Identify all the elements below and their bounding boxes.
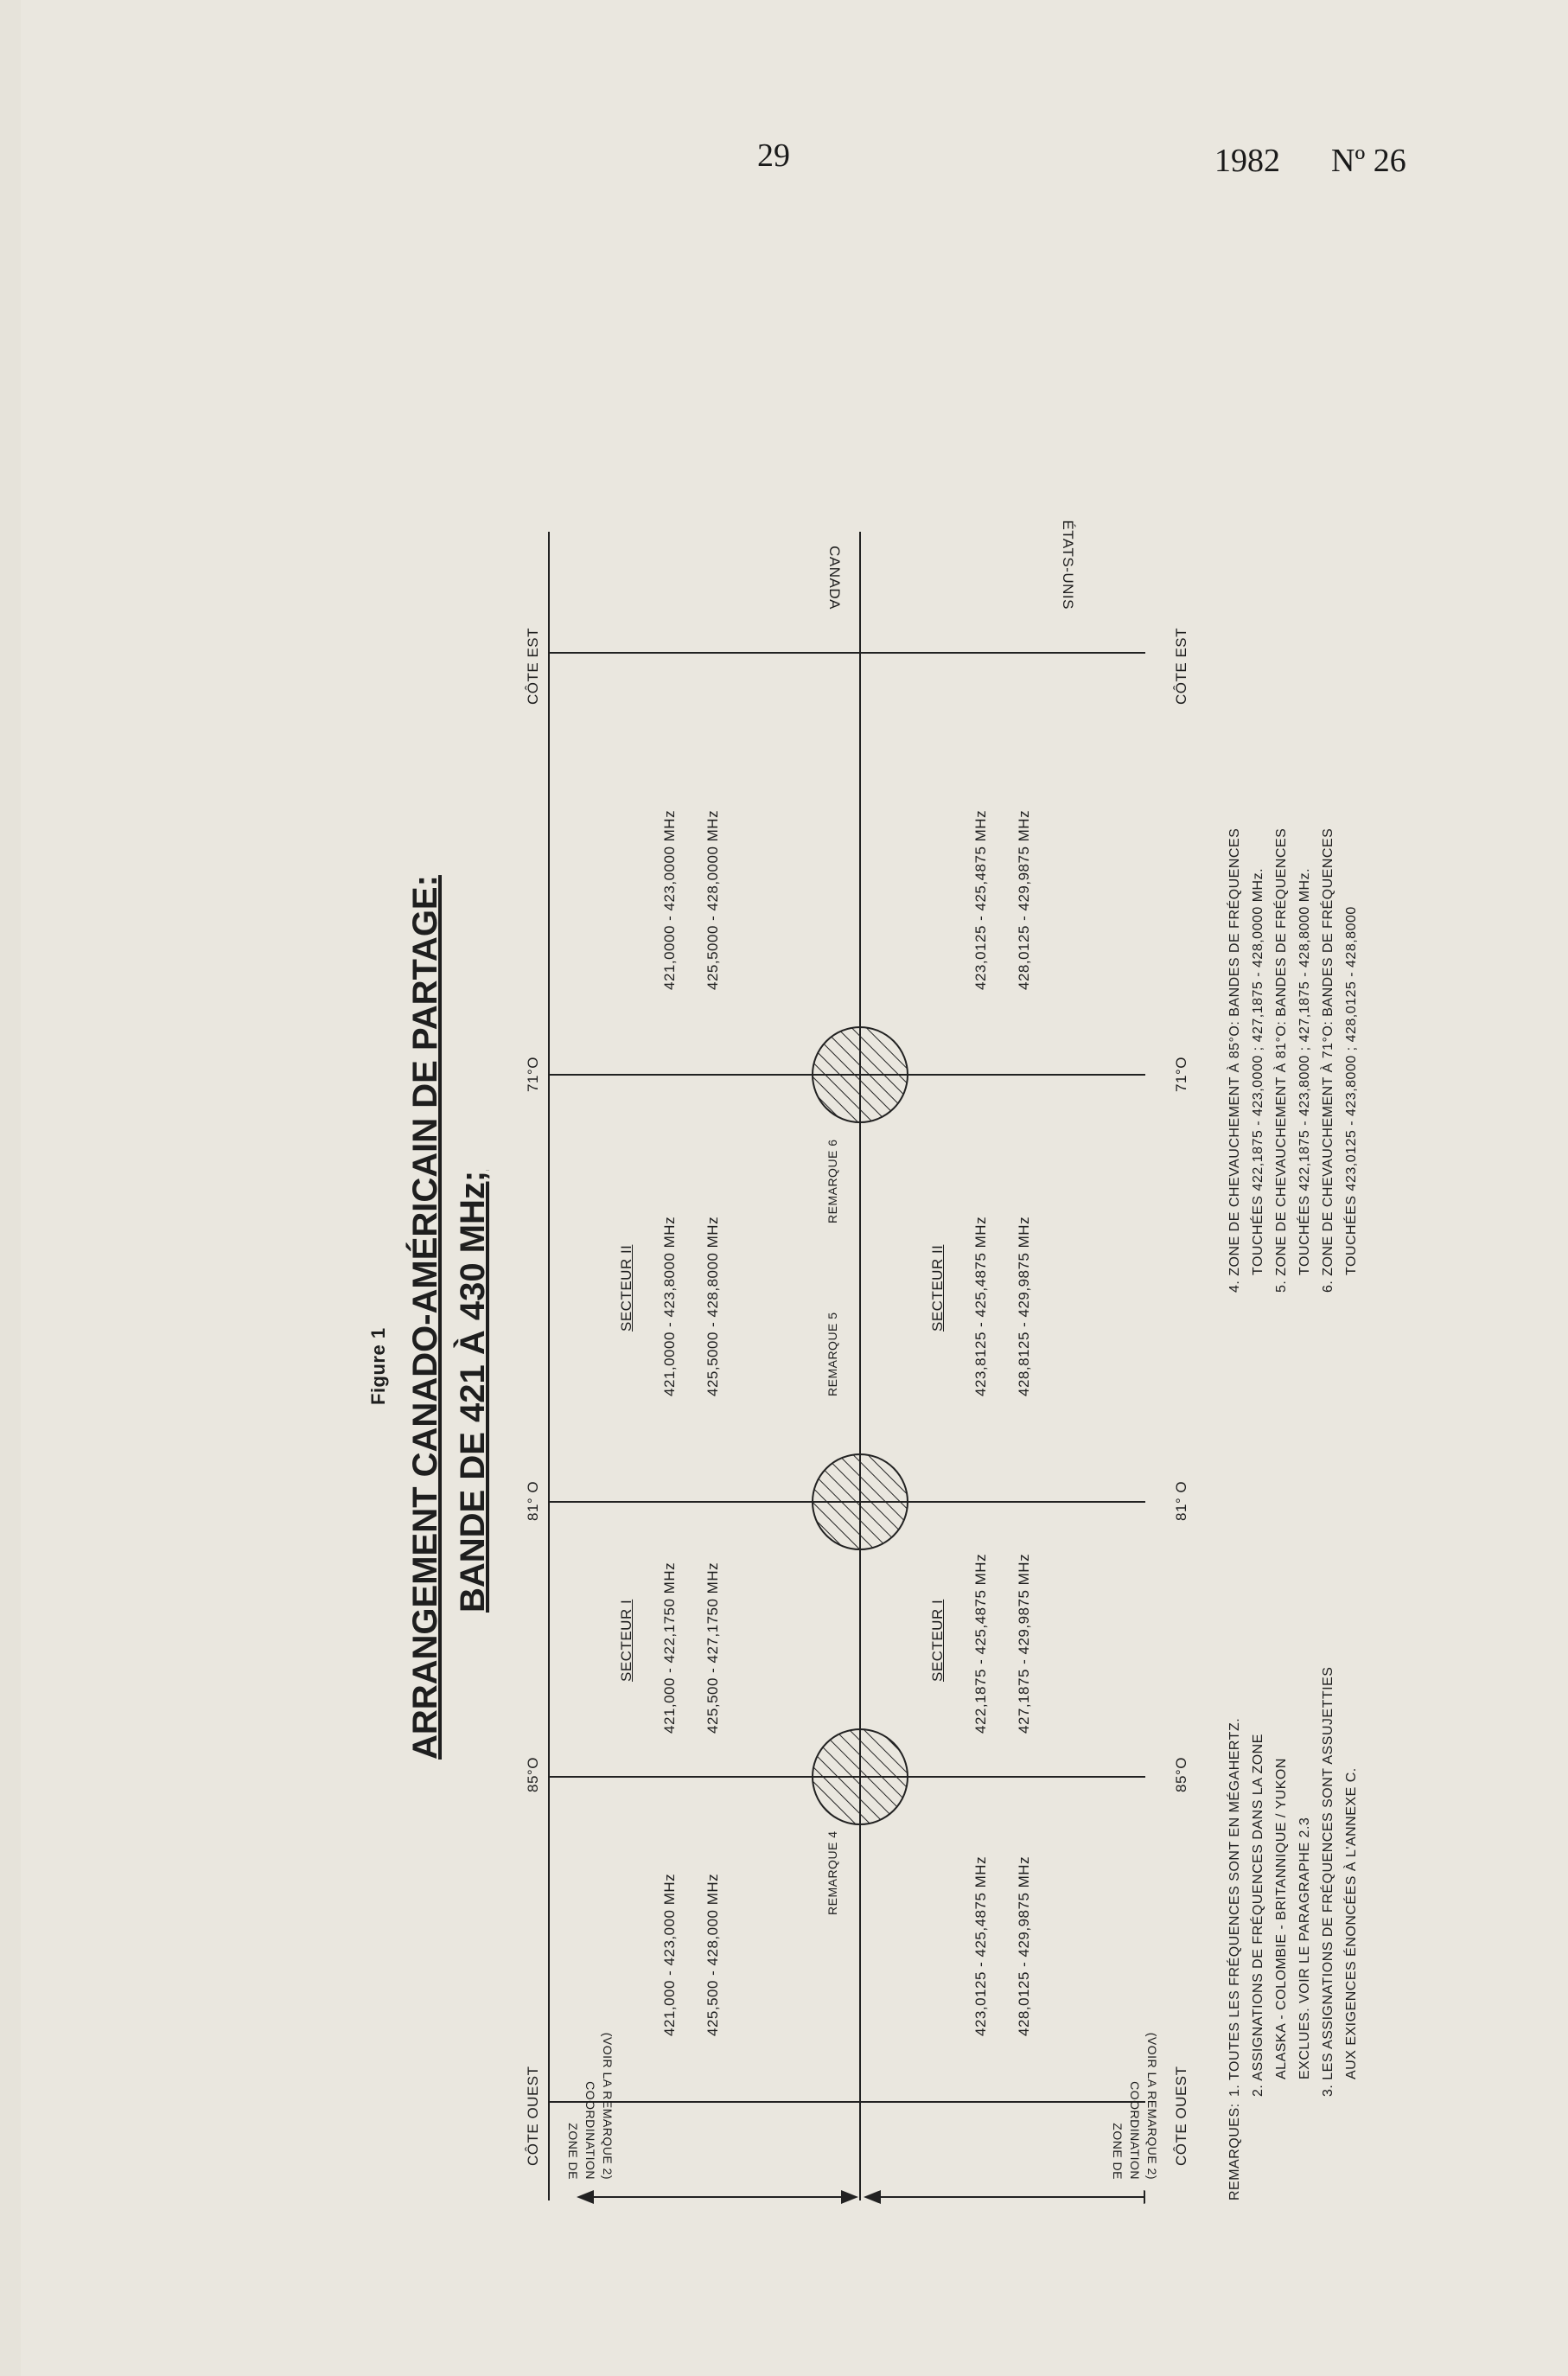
ca-sector2-f1: 421,0000 - 423,8000 MHz <box>661 1216 678 1396</box>
label-81-bottom: 81° O <box>1173 1480 1189 1521</box>
overlap-85-canada <box>813 1729 860 1824</box>
issue-year: 1982 <box>1214 143 1280 179</box>
ca-east-f2: 425,5000 - 428,0000 MHz <box>704 809 721 990</box>
us-east-f1: 423,0125 - 425,4875 MHz <box>972 809 989 990</box>
us-east-f2: 428,0125 - 429,9875 MHz <box>1016 809 1032 990</box>
zone-bottom-line1: ZONE DE <box>1111 2123 1125 2180</box>
label-81-top: 81° O <box>525 1480 541 1521</box>
ca-sector1-title: SECTEUR I <box>618 1599 634 1682</box>
ca-sector1-f1: 421,000 - 422,1750 MHz <box>661 1562 678 1734</box>
overlap-71-us <box>860 1027 908 1122</box>
overlap-71-canada <box>813 1027 860 1122</box>
us-west-f1: 423,0125 - 425,4875 MHz <box>972 1855 989 2036</box>
remark-label-5: REMARQUE 5 <box>825 1312 839 1396</box>
zone-top-line1: ZONE DE <box>566 2123 580 2180</box>
remark-3a: 3. LES ASSIGNATIONS DE FRÉQUENCES SONT ASSUJETTIES <box>1321 1666 1335 2097</box>
ca-west-f1: 421,000 - 423,000 MHz <box>661 1873 678 2036</box>
remarks-heading: REMARQUES: <box>1227 2103 1242 2200</box>
remark-2c: EXCLUES. VOIR LE PARAGRAPHE 2.3 <box>1297 1817 1312 2079</box>
issue-number: Nº 26 <box>1331 143 1406 179</box>
label-85-top: 85°O <box>525 1757 541 1792</box>
us-sector2-f2: 428,8125 - 429,9875 MHz <box>1016 1216 1032 1396</box>
label-cote-est-bottom: CÔTE EST <box>1173 627 1189 705</box>
remark-1: 1. TOUTES LES FRÉQUENCES SONT EN MÉGAHERTZ. <box>1227 1717 1242 2097</box>
figure-title-line1: ARRANGEMENT CANADO-AMÉRICAIN DE PARTAGE: <box>406 875 444 1760</box>
remark-6b: TOUCHÉES 423,0125 - 423,8000 ; 428,0125 - 428,8000 <box>1344 906 1359 1275</box>
us-sector1-title: SECTEUR I <box>929 1599 946 1682</box>
zone-top-line3: (VOIR LA REMARQUE 2) <box>601 2032 615 2180</box>
overlap-81-canada <box>813 1454 860 1549</box>
ca-sector2-title: SECTEUR II <box>618 1244 634 1332</box>
overlap-85-us <box>860 1729 908 1824</box>
zone-bottom-line2: COORDINATION <box>1128 2081 1142 2180</box>
remark-5a: 5. ZONE DE CHEVAUCHEMENT À 81°O: BANDES DE FRÉQUENCES <box>1274 827 1289 1293</box>
overlap-81-us <box>860 1454 908 1549</box>
remark-4b: TOUCHÉES 422,1875 - 423,0000 ; 427,1875 - 428,0000 MHz. <box>1251 867 1265 1275</box>
zone-bottom-line3: (VOIR LA REMARQUE 2) <box>1145 2032 1159 2180</box>
label-71-top: 71°O <box>525 1057 541 1092</box>
remark-2b: ALASKA - COLOMBIE - BRITANNIQUE / YUKON <box>1274 1758 1289 2079</box>
remark-2a: 2. ASSIGNATIONS DE FRÉQUENCES DANS LA ZONE <box>1251 1734 1265 2097</box>
ca-west-f2: 425,500 - 428,000 MHz <box>704 1873 721 2036</box>
remark-3b: AUX EXIGENCES ÉNONCÉES À L'ANNEXE C. <box>1344 1767 1359 2079</box>
label-cote-ouest-bottom: CÔTE OUEST <box>1173 2066 1189 2166</box>
zone-top-line2: COORDINATION <box>583 2081 597 2180</box>
ca-sector1-f2: 425,500 - 427,1750 MHz <box>704 1562 721 1734</box>
remark-5b: TOUCHÉES 422,1875 - 423,8000 ; 427,1875 - 428,8000 MHz. <box>1297 867 1312 1275</box>
figure-rotated <box>65 220 1189 2296</box>
label-cote-ouest-top: CÔTE OUEST <box>525 2066 541 2166</box>
ca-sector2-f2: 425,5000 - 428,8000 MHz <box>704 1216 721 1396</box>
remark-label-4: REMARQUE 4 <box>825 1830 839 1915</box>
figure-title-line2: BANDE DE 421 À 430 MHz; <box>454 1170 492 1613</box>
remark-4a: 4. ZONE DE CHEVAUCHEMENT À 85°O: BANDES DE FRÉQUENCES <box>1227 827 1242 1293</box>
label-cote-est-top: CÔTE EST <box>525 627 541 705</box>
page-number: 29 <box>757 137 790 174</box>
remark-label-6: REMARQUE 6 <box>825 1139 839 1223</box>
figure-label: Figure 1 <box>367 1327 389 1405</box>
country-etats-unis: ÉTATS-UNIS <box>1060 520 1076 610</box>
ca-east-f1: 421,0000 - 423,0000 MHz <box>661 809 678 990</box>
us-sector1-f1: 422,1875 - 425,4875 MHz <box>972 1553 989 1734</box>
remark-6a: 6. ZONE DE CHEVAUCHEMENT À 71°O: BANDES DE FRÉQUENCES <box>1321 827 1335 1293</box>
label-85-bottom: 85°O <box>1173 1757 1189 1792</box>
label-71-bottom: 71°O <box>1173 1057 1189 1092</box>
us-sector1-f2: 427,1875 - 429,9875 MHz <box>1016 1553 1032 1734</box>
country-canada: CANADA <box>826 546 843 610</box>
us-sector2-f1: 423,8125 - 425,4875 MHz <box>972 1216 989 1396</box>
us-sector2-title: SECTEUR II <box>929 1244 946 1332</box>
us-west-f2: 428,0125 - 429,9875 MHz <box>1016 1855 1032 2036</box>
